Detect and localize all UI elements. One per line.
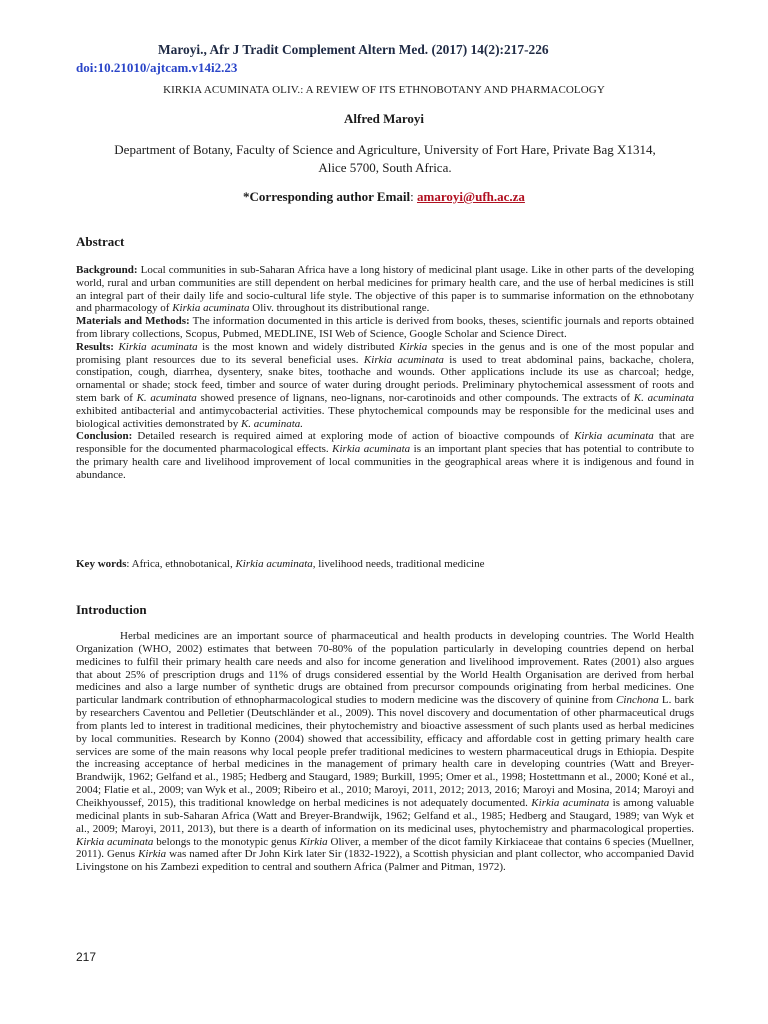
- species-name: Kirkia acuminata,: [235, 558, 316, 570]
- species-name: Kirkia acuminata: [172, 302, 250, 315]
- paper-title: KIRKIA ACUMINATA OLIV.: A REVIEW OF ITS ETHNOBOTANY AND PHARMACOLOGY: [163, 84, 605, 96]
- background-label: Background:: [76, 264, 138, 276]
- conclusion-label: Conclusion:: [76, 430, 133, 443]
- species-name: Kirkia acuminata: [531, 796, 610, 809]
- abstract-body: [76, 264, 694, 482]
- conclusion-text: that are responsible for the documented pharmacological effects.: [76, 430, 694, 456]
- genus-name: Kirkia: [138, 848, 167, 861]
- abstract-conclusion: [76, 430, 694, 481]
- intro-text: is among valuable medicinal plants in sub-Saharan Africa (Watt and Breyer-Brandwijk, 1962; Gelfand et al., 1985; Hedberg and Staugard, 1989; van Wyk et al., 2009; Maroyi, 2011, 2013), but there is a dearth of information on its medicinal uses, phytochemistry and pharmacological properties.: [76, 796, 694, 835]
- keywords-text: : Africa, ethnobotanical,: [126, 558, 236, 570]
- abstract-heading: Abstract: [76, 234, 125, 249]
- background-text: Local communities in sub-Saharan Africa have a long history of medicinal plant usage. Like in other parts of the developing world, rural and urban communities are still dependent on herbal medicines for primary health care, and the use of herbal medicines is still an integral part of their daily life and socio-cultural life style. The objective of this paper is to summarise information on the ethnobotany and pharmacology of: [76, 264, 694, 315]
- species-name: Kirkia acuminata: [574, 430, 654, 443]
- corresponding-separator: :: [410, 189, 418, 204]
- methods-label: Materials and Methods:: [76, 315, 190, 328]
- species-name: K. acuminata.: [240, 417, 303, 430]
- results-text: is used to treat abdominal pains, backache, cholera, constipation, cough, diarrhea, dysentery, snake bites, toothache and wounds. Other applications include its use as charcoal; hedge, ornamental or shade; stock feed, timber and source of water during drought periods. Preliminary phytochemical assessment of roots and stem bark of: [76, 353, 694, 404]
- intro-text: L. bark by researchers Caventou and Pelletier (Deutschländer et al., 2009). This novel discovery and documentation of other pharmaceutical drugs from plants led to interest in traditional medicines, their phytochemistry and bioactive assessment of such plants used as herbal medicines by local communities. Research by Konno (2004) showed that accessibility, efficacy and affordable cost in getting primary health care services are some of the main reasons why local people prefer traditional medicines to western pharmaceutical drugs in Ethiopia. Despite the increasing acceptance of herbal medicines in the management of primary health care in developing countries (Watt and Breyer-Brandwijk, 1962; Gelfand et al., 1985; Hedberg and Staugard, 1989; Burkill, 1995; Omer et al., 1998; Hostettmann et al., 2000; Koné et al., 2004; Flatie et al., 2009; van Wyk et al., 2009; Ribeiro et al., 2010; Maroyi, 2011, 2012; 2013, 2016; Maroyi and Mosina, 2014; Maroyi and Cheikhyoussef, 2015), this traditional knowledge on herbal medicines is not adequately documented.: [76, 694, 695, 809]
- author-name: Alfred Maroyi: [343, 111, 425, 126]
- keywords-label: Key words: [76, 558, 127, 570]
- genus-name: Cinchona: [616, 694, 659, 707]
- affiliation: [80, 141, 690, 177]
- introduction-heading: Introduction: [76, 602, 147, 617]
- conclusion-text: is an important plant species that has potential to contribute to the primary health care and livelihood improvement of local communities in the geographical areas where it is indigenous and found in abundance.: [76, 443, 694, 481]
- conclusion-text: Detailed research is required aimed at exploring mode of action of bioactive compounds of: [132, 430, 575, 443]
- keywords: [76, 558, 694, 570]
- corresponding-email-link[interactable]: amaroyi@ufh.ac.za: [417, 189, 525, 204]
- species-name: K. acuminata: [136, 391, 197, 404]
- results-label: Results:: [76, 340, 114, 353]
- genus-name: Kirkia: [299, 835, 328, 848]
- species-name: Kirkia acuminata: [363, 353, 444, 366]
- intro-text: belongs to the monotypic genus: [153, 835, 300, 848]
- results-text: is the most known and widely distributed: [197, 340, 400, 353]
- abstract-methods: [76, 315, 694, 341]
- corresponding-label: *Corresponding author Email: [243, 189, 411, 204]
- affiliation-line-1: Department of Botany, Faculty of Science and Agriculture, University of Fort Hare, Private Bag X1314,: [114, 142, 656, 157]
- abstract-results: [76, 341, 694, 431]
- methods-text: The information documented in this article is derived from books, theses, scientific journals and reports obtained from library collections, Scopus, Pubmed, MEDLINE, ISI Web of Science, Google Scholar and Science Direct.: [76, 315, 694, 340]
- intro-text: was named after Dr John Kirk later Sir (1832-1922), a Scottish physician and plant collector, who accompanied David Livingstone on his Zambezi expedition to central and southern Africa (Palmer and Pitman, 1972).: [76, 848, 694, 874]
- affiliation-line-2: Alice 5700, South Africa.: [318, 160, 452, 175]
- journal-reference: Maroyi., Afr J Tradit Complement Altern Med. (2017) 14(2):217-226: [158, 42, 549, 57]
- keywords-text: livelihood needs, traditional medicine: [315, 558, 485, 570]
- results-text: exhibited antibacterial and antimycobacterial activities. These phytochemical compounds may be responsible for the medicinal uses and biological activities demonstrated by: [76, 404, 694, 430]
- intro-text: Oliver, a member of the dicot family Kirkiaceae that contains 6 species (Muellner, 2011). Genus: [76, 835, 694, 861]
- species-name: K. acuminata: [633, 391, 695, 404]
- doi-link[interactable]: doi:10.21010/ajtcam.v14i2.23: [76, 60, 238, 75]
- species-name: Kirkia acuminata: [118, 340, 198, 353]
- results-text: showed presence of lignans, neo-lignans, nor-carotinoids and other compounds. The extracts of: [196, 391, 634, 404]
- species-name: Kirkia acuminata: [332, 443, 411, 456]
- page-number: 217: [76, 950, 97, 964]
- species-name: Kirkia acuminata: [76, 835, 154, 848]
- intro-text: Herbal medicines are an important source of pharmaceutical and health products in developing countries. The World Health Organization (WHO, 2002) estimates that between 70-80% of the population particularly in developing countries depend on herbal medicines to fulfil their primary health care needs and also for income generation and livelihood improvement. Rates (2001) also argues that about 25% of prescription drugs and 11% of drugs considered essential by the World Health Organisation are derived from herbal medicines and also a large number of synthetic drugs are obtained from precursor compounds originating from herbal medicines. One particular landmark contribution of ethnopharmacological studies to modern medicine was the discovery of quinine from: [76, 630, 694, 707]
- introduction-paragraph: [76, 630, 694, 874]
- background-text: Oliv. throughout its distributional range.: [249, 302, 430, 315]
- abstract-background: [76, 264, 694, 315]
- corresponding-author: [0, 189, 768, 205]
- genus-name: Kirkia: [399, 340, 428, 353]
- results-text: species in the genus and is one of the most popular and promising plant resources due to its several beneficial uses.: [76, 340, 695, 366]
